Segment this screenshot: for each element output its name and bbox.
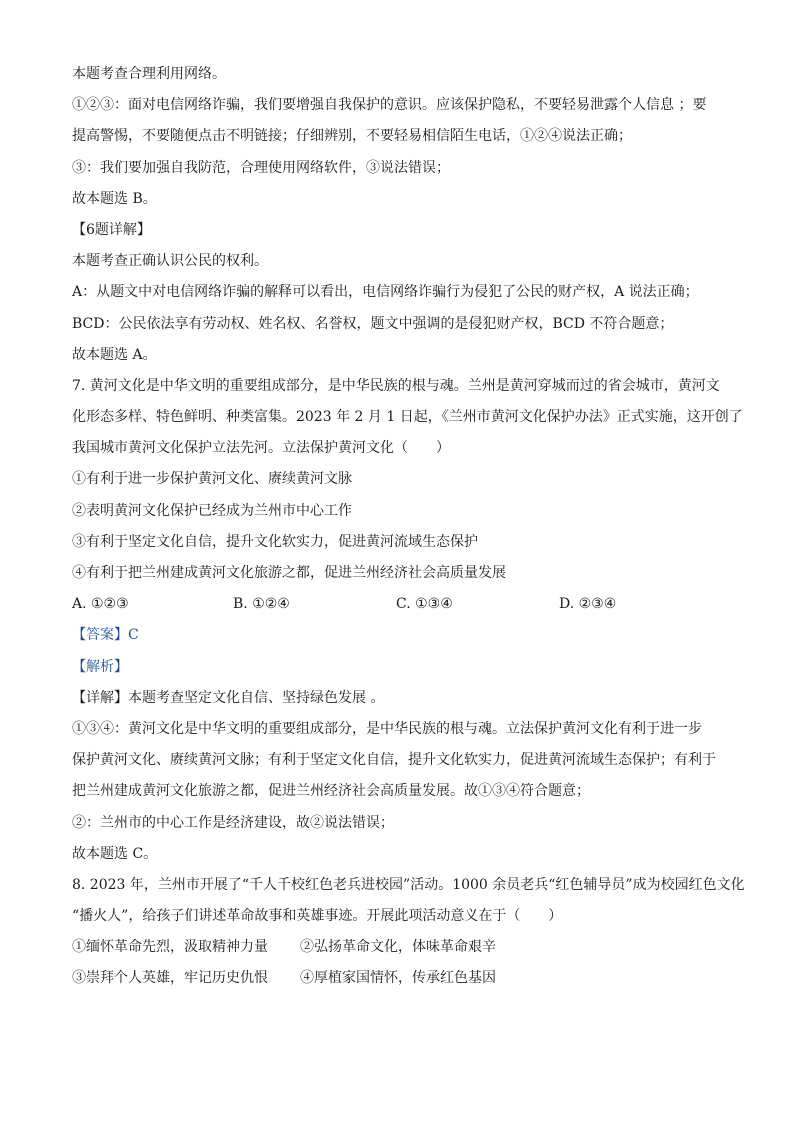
document-content	[72, 64, 745, 1000]
text-line: 提高警惕，不要随便点击不明链接；仔细辨别，不要轻易相信陌生电话，①②④说法正确；	[72, 128, 632, 145]
question-7-options	[72, 594, 732, 614]
question-7-stem: 我国城市黄河文化保护立法先河。立法保护黄河文化（ ）	[72, 440, 450, 457]
text-line: 故本题选 A。	[72, 346, 157, 363]
answer-label: 【答案】C	[72, 627, 139, 644]
text-line: A：从题文中对电信网络诈骗的解释可以看出，电信网络诈骗行为侵犯了公民的财产权，A 说法正确；	[72, 284, 699, 301]
statement-4: ④厚植家国情怀，传承红色基因	[300, 970, 496, 987]
text-line: ③：我们要加强自我防范，合理使用网络软件，③说法错误；	[72, 159, 450, 176]
text-line: 把兰州建成黄河文化旅游之都，促进兰州经济社会高质量发展。故①③④符合题意；	[72, 783, 590, 800]
text-line: BCD：公民依法享有劳动权、姓名权、名誉权，题文中强调的是侵犯财产权，BCD 不符合题意；	[72, 315, 674, 332]
option-c: C. ①③④	[396, 596, 453, 613]
option-b: B. ①②④	[233, 596, 290, 613]
question-8-stem: 8. 2023 年，兰州市开展了“千人千校红色老兵进校园”活动。1000 余员老兵“红色辅导员”成为校园红色文化	[72, 876, 745, 893]
question-8-statements-row	[72, 937, 732, 957]
statement-2: ②弘扬革命文化，体味革命艰辛	[300, 939, 496, 956]
option-a: A. ①②③	[72, 596, 129, 613]
question-7-statement: ③有利于坚定文化自信，提升文化软实力，促进黄河流域生态保护	[72, 533, 478, 550]
question-8-stem: “播火人”，给孩子们讲述革命故事和英雄事迹。开展此项活动意义在于（ ）	[72, 908, 563, 925]
text-line: ①③④：黄河文化是中华文明的重要组成部分，是中华民族的根与魂。立法保护黄河文化有利于进一步	[72, 720, 702, 737]
question-7-statement: ①有利于进一步保护黄河文化、赓续黄河文脉	[72, 471, 352, 488]
question-7-stem: 化形态多样、特色鲜明、种类富集。2023 年 2 月 1 日起，《兰州市黄河文化保护办法》正式实施，这开创了	[72, 409, 743, 426]
question-7-statement: ②表明黄河文化保护已经成为兰州市中心工作	[72, 502, 352, 519]
text-line: 保护黄河文化、赓续黄河文脉；有利于坚定文化自信，提升文化软实力，促进黄河流域生态保护；有利于	[72, 752, 716, 769]
analysis-label: 【解析】	[72, 658, 128, 675]
text-line: 故本题选 B。	[72, 190, 157, 207]
text-line: 【详解】本题考查坚定文化自信、坚持绿色发展 。	[72, 689, 385, 706]
text-line: ①②③：面对电信网络诈骗，我们要增强自我保护的意识。应该保护隐私，不要轻易泄露个人信息 ；要	[72, 97, 707, 114]
question-7-statement: ④有利于把兰州建成黄河文化旅游之都，促进兰州经济社会高质量发展	[72, 565, 506, 581]
statement-1: ①缅怀革命先烈，汲取精神力量	[72, 939, 268, 956]
text-line: 故本题选 C。	[72, 845, 158, 862]
statement-3: ③崇拜个人英雄，牢记历史仇恨	[72, 970, 268, 987]
question-7-stem: 7. 黄河文化是中华文明的重要组成部分，是中华民族的根与魂。兰州是黄河穿城而过的省会城市，黄河文	[72, 377, 720, 394]
option-d: D. ②③④	[559, 596, 617, 613]
text-line: 本题考查正确认识公民的权利。	[72, 253, 268, 270]
question-8-statements-row	[72, 968, 732, 988]
section-heading: 【6题详解】	[72, 221, 151, 238]
text-line: ②：兰州市的中心工作是经济建设，故②说法错误；	[72, 814, 394, 831]
text-line: 本题考查合理利用网络。	[72, 66, 226, 82]
